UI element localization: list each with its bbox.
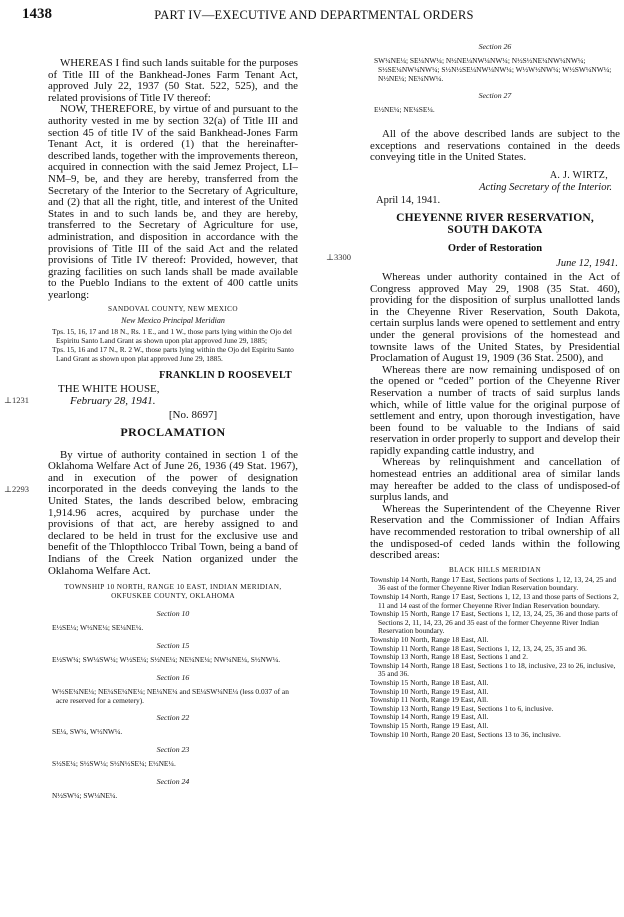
list-item: Township 11 North, Range 18 East, Sections 1, 12, 13, 24, 25, 35 and 36. [370,643,587,653]
meridian-caption: BLACK HILLS MERIDIAN [448,565,542,574]
list-item: Township 10 North, Range 18 East, All. [370,634,489,644]
list-item: Township 11 North, Range 19 East, All. [370,695,489,705]
margin-note: ⊥2293 [4,484,29,494]
section-label: Section 10 [156,609,190,619]
list-item: Township 10 North, Range 20 East, Sections 13 to 36, inclusive. [370,729,561,739]
exceptions-paragraph: All of the above described lands are subject to the exceptions and reservations contained in the deeds conveying title in the United States. [370,128,620,164]
township-caption: TOWNSHIP 10 NORTH, RANGE 10 EAST, INDIAN MERIDIAN, OKFUSKEE COUNTY, OKLAHOMA [64,583,282,601]
township-description: Tps. 15, 16 and 17 N., R. 2 W., those parts lying within the Ojo del Espiritu Santo Land Grant as shown upon plat approved June 29, 1885. [52,345,294,363]
section-list [48,609,298,801]
section-text: SE¼, SW¼, W½NW¼. [52,727,123,737]
signed-date: April 14, 1941. [376,194,441,206]
list-item: Township 15 North, Range 19 East, All. [370,720,489,730]
signature: FRANKLIN D ROOSEVELT [159,369,292,381]
signer-title: Acting Secretary of the Interior. [479,181,612,193]
now-therefore-paragraph: NOW, THEREFORE, by virtue of and pursuant to the authority vested in me by section 32(a) of Title III and section 45 of title IV of the said Bankhead-Jones Farm Tenant Act, it is ordered (1) that the hereinafter-described lands, together with the improvements thereon, acquired in connection with the said Jemez Project, LI–NM–9, be, and they are hereby, transferred from the Secretary of the Interior to the Secretary of Agriculture, and (2) that all the right, title, and interest of the United States in and to such lands be, and they are hereby, transferred to the Secretary of Agriculture for use, administration, and disposition in accordance with the provisions of Title III of the said Act and the related provisions of Title IV thereof: Provided, however, that grazing facilities on such lands shall be made available to the Pueblo Indians to the extent of 400 cattle units yearlong: [48,103,298,301]
list-item: Township 13 North, Range 18 East, Sections 1 and 2. [370,652,528,662]
section-text: N½SW¼; SW¼NE¼. [52,790,118,800]
list-item: Township 15 North, Range 18 East, All. [370,677,489,687]
county-caption: SANDOVAL COUNTY, NEW MEXICO [108,305,238,314]
proclamation-heading: PROCLAMATION [120,424,226,439]
page-header [22,6,606,26]
white-house-date: February 28, 1941. [70,394,156,407]
signer-name: A. J. WIRTZ, [549,169,608,181]
section-label: Section 26 [478,42,512,51]
whereas-paragraph: Whereas under authority contained in the Act of Congress approved May 29, 1908 (35 Stat. 460), providing for the disposition of surplus unallotted lands in the Cheyenne River Reservation, South Dakota, certain surplus lands were opened to settlement and entry under the general provisions of the homestead and townsite laws of the United States, by Presidential Proclamation of August 19, 1909 (36 Stat. 2500), and [370,270,620,365]
order-title-line1: CHEYENNE RIVER RESERVATION, [396,211,594,224]
right-column [370,42,620,739]
section-text: SW¼NE¼; SE¼NW¼; N½NE¼NW¼NW¼; N½S½NE¼NW¼NW¼; S½SE¼NW¼NW¼; S½N½SE¼NW¼NW¼; W½W½NW¼; W½SW¼NW¼; N½NE¼; NE¼NW¼. [374,56,612,83]
section-label: Section 24 [156,776,190,786]
order-title-line2: SOUTH DAKOTA [447,224,543,237]
section-text: E½SE¼; W½NE¼; SE¼NE¼. [52,623,144,633]
list-item: Township 10 North, Range 19 East, All. [370,686,489,696]
list-item: Township 15 North, Range 17 East, Sections 1, 12, 13, 24, 25, 36 and those parts of Sections 2, 11, 14, 23, 26 and 35 east of the former Cheyenne River Indian Reservation boundary. [370,609,618,636]
whereas-paragraph: Whereas by relinquishment and cancellation of homestead entries an additional area of similar lands may hereafter be added to the class of undisposed-of surplus lands, and [370,456,620,504]
proclamation-number: [No. 8697] [168,408,218,421]
whereas-paragraph: Whereas there are now remaining undisposed of on the opened or “ceded” portion of the Cheyenne River Reservation a number of tracts of said surplus lands which, while of little value for the original purpose of settlement and entry, upon thorough investigation, have been found to be valuable to the Indians of said reservation in order properly to support and develop their rapidly expanding cattle industry, and [370,363,620,457]
list-item: Township 14 North, Range 17 East, Sections parts of Sections 1, 12, 13, 24, 25 and 36 east of the former Cheyenne River Indian Reservation boundary. [370,574,617,593]
order-heading: Order of Restoration [447,242,543,254]
meridian-caption: New Mexico Principal Meridian [121,316,225,326]
section-label: Section 22 [156,713,190,723]
margin-note: ⊥3300 [326,252,351,262]
left-column [48,58,298,801]
list-item: Township 14 North, Range 19 East, All. [370,712,489,722]
section-text: E½NE¼; NE¼SE¼. [374,105,435,115]
whereas-paragraph: WHEREAS I find such lands suitable for the purposes of Title III of the Bankhead-Jones Farm Tenant Act, approved July 22, 1937 (50 Stat. 522, 525), and the related provisions of Title IV thereof: [48,57,298,104]
white-house-line: THE WHITE HOUSE, [58,382,160,395]
list-item: Township 13 North, Range 19 East, Sections 1 to 6, inclusive. [370,703,554,713]
page-number: 1438 [22,6,52,22]
section-text: E½SW¼; SW¼SW¼; W½SE¼; S½NE¼; NE¼NE¼; NW¼NE¼, S½NW¼. [52,654,281,664]
list-item: Township 14 North, Range 17 East, Sections 1, 12, 13 and those parts of Sections 2, 11 and 14 east of the former Cheyenne River Indian Reservation boundary. [370,592,619,610]
township-list [370,576,620,739]
section-text: S½SE¼; S½SW¼; S½N½SE¼; E½NE¼. [52,759,176,769]
order-date: June 12, 1941. [556,257,618,269]
section-label: Section 15 [156,640,190,650]
running-title: PART IV—EXECUTIVE AND DEPARTMENTAL ORDERS [154,8,474,22]
section-label: Section 27 [478,91,512,101]
list-item: Township 14 North, Range 18 East, Sections 1 to 18, inclusive, 23 to 26, inclusive, 35 and 36. [370,660,616,679]
proclamation-body: By virtue of authority contained in section 1 of the Oklahoma Welfare Act of June 26, 1936 (49 Stat. 1967), and in execution of the power of designation incorporated in the deeds conveying the lands to the United States, the lands described below, embracing 1,914.96 acres, acquired by purchase under the provisions of that act, are hereby assigned to and declared to be held in trust for the exclusive use and benefit of the Thlopthlocco Tribal Town, being a band of Indians of the Creek Nation organized under the Oklahoma Welfare Act. [48,448,298,577]
section-text: W½SE¼NE¼; NE¼SE¼NE¼; NE¼NE¼ and SE¼SW¼NE¼ (less 0.037 of an acre reserved for a cemetery). [52,686,289,705]
section-label: Section 16 [156,672,190,682]
township-description: Tps. 15, 16, 17 and 18 N., Rs. 1 E., and 1 W., those parts lying within the Ojo del Espiritu Santo Land Grant as shown upon plat approved June 29, 1885; [52,327,292,346]
margin-note: ⊥1231 [4,395,29,405]
section-label: Section 23 [156,745,190,755]
whereas-paragraph: Whereas the Superintendent of the Cheyenne River Reservation and the Commissioner of Indian Affairs have recommended restoration to tribal ownership of all the undisposed-of ceded lands within the following described areas: [370,502,620,562]
